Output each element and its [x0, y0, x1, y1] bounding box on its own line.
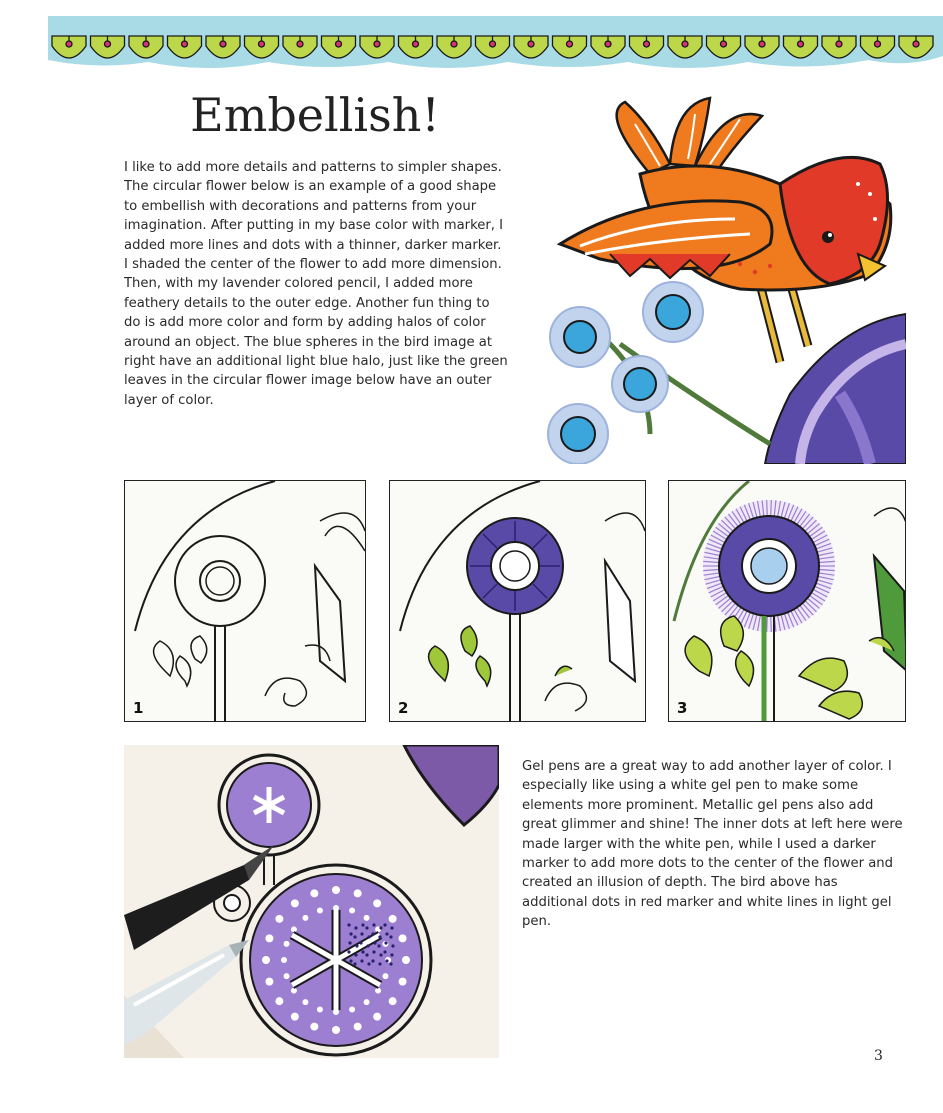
step-2-panel [389, 480, 646, 722]
step-number: 1 [133, 699, 144, 717]
intro-paragraph: I like to add more details and patterns to simpler shapes. The circular flower below is an example of a good shape to embellish with decorations and patterns from your imagination. After putting in my base color with marker, I added more lines and dots with a thinner, darker marker. I shaded the center of the flower to add more dimension. Then, with my lavender colored pencil, I added more feathery details to the outer edge. Another fun thing to do is add more color and form by adding halos of color around an object. The blue spheres in the bird image at right have an additional light blue halo, just like the green leaves in the circular flower image below have an outer layer of color. [124, 160, 508, 408]
gel-pen-photo [124, 745, 499, 1058]
step-number: 2 [398, 699, 409, 717]
gel-pen-paragraph: Gel pens are a great way to add another layer of color. I especially like using a white gel pen to make some elements more prominent. Metallic gel pens also add great glimmer and shine! The inner dots at left here were made larger with the white pen, while I used a darker marker to add more dots to the center of the flower and created an illusion of depth. The bird above has additional dots in red marker and white lines in light gel pen. [522, 759, 903, 930]
step-1-drawing [125, 481, 366, 722]
page-number: 3 [874, 1048, 883, 1064]
bird-illustration [540, 94, 906, 464]
page-title: Embellish! [190, 88, 440, 142]
step-1-panel [124, 480, 366, 722]
step-number: 3 [677, 699, 688, 717]
step-3-drawing [669, 481, 906, 722]
step-2-drawing [390, 481, 646, 722]
scalloped-border [48, 16, 943, 74]
step-3-panel [668, 480, 906, 722]
